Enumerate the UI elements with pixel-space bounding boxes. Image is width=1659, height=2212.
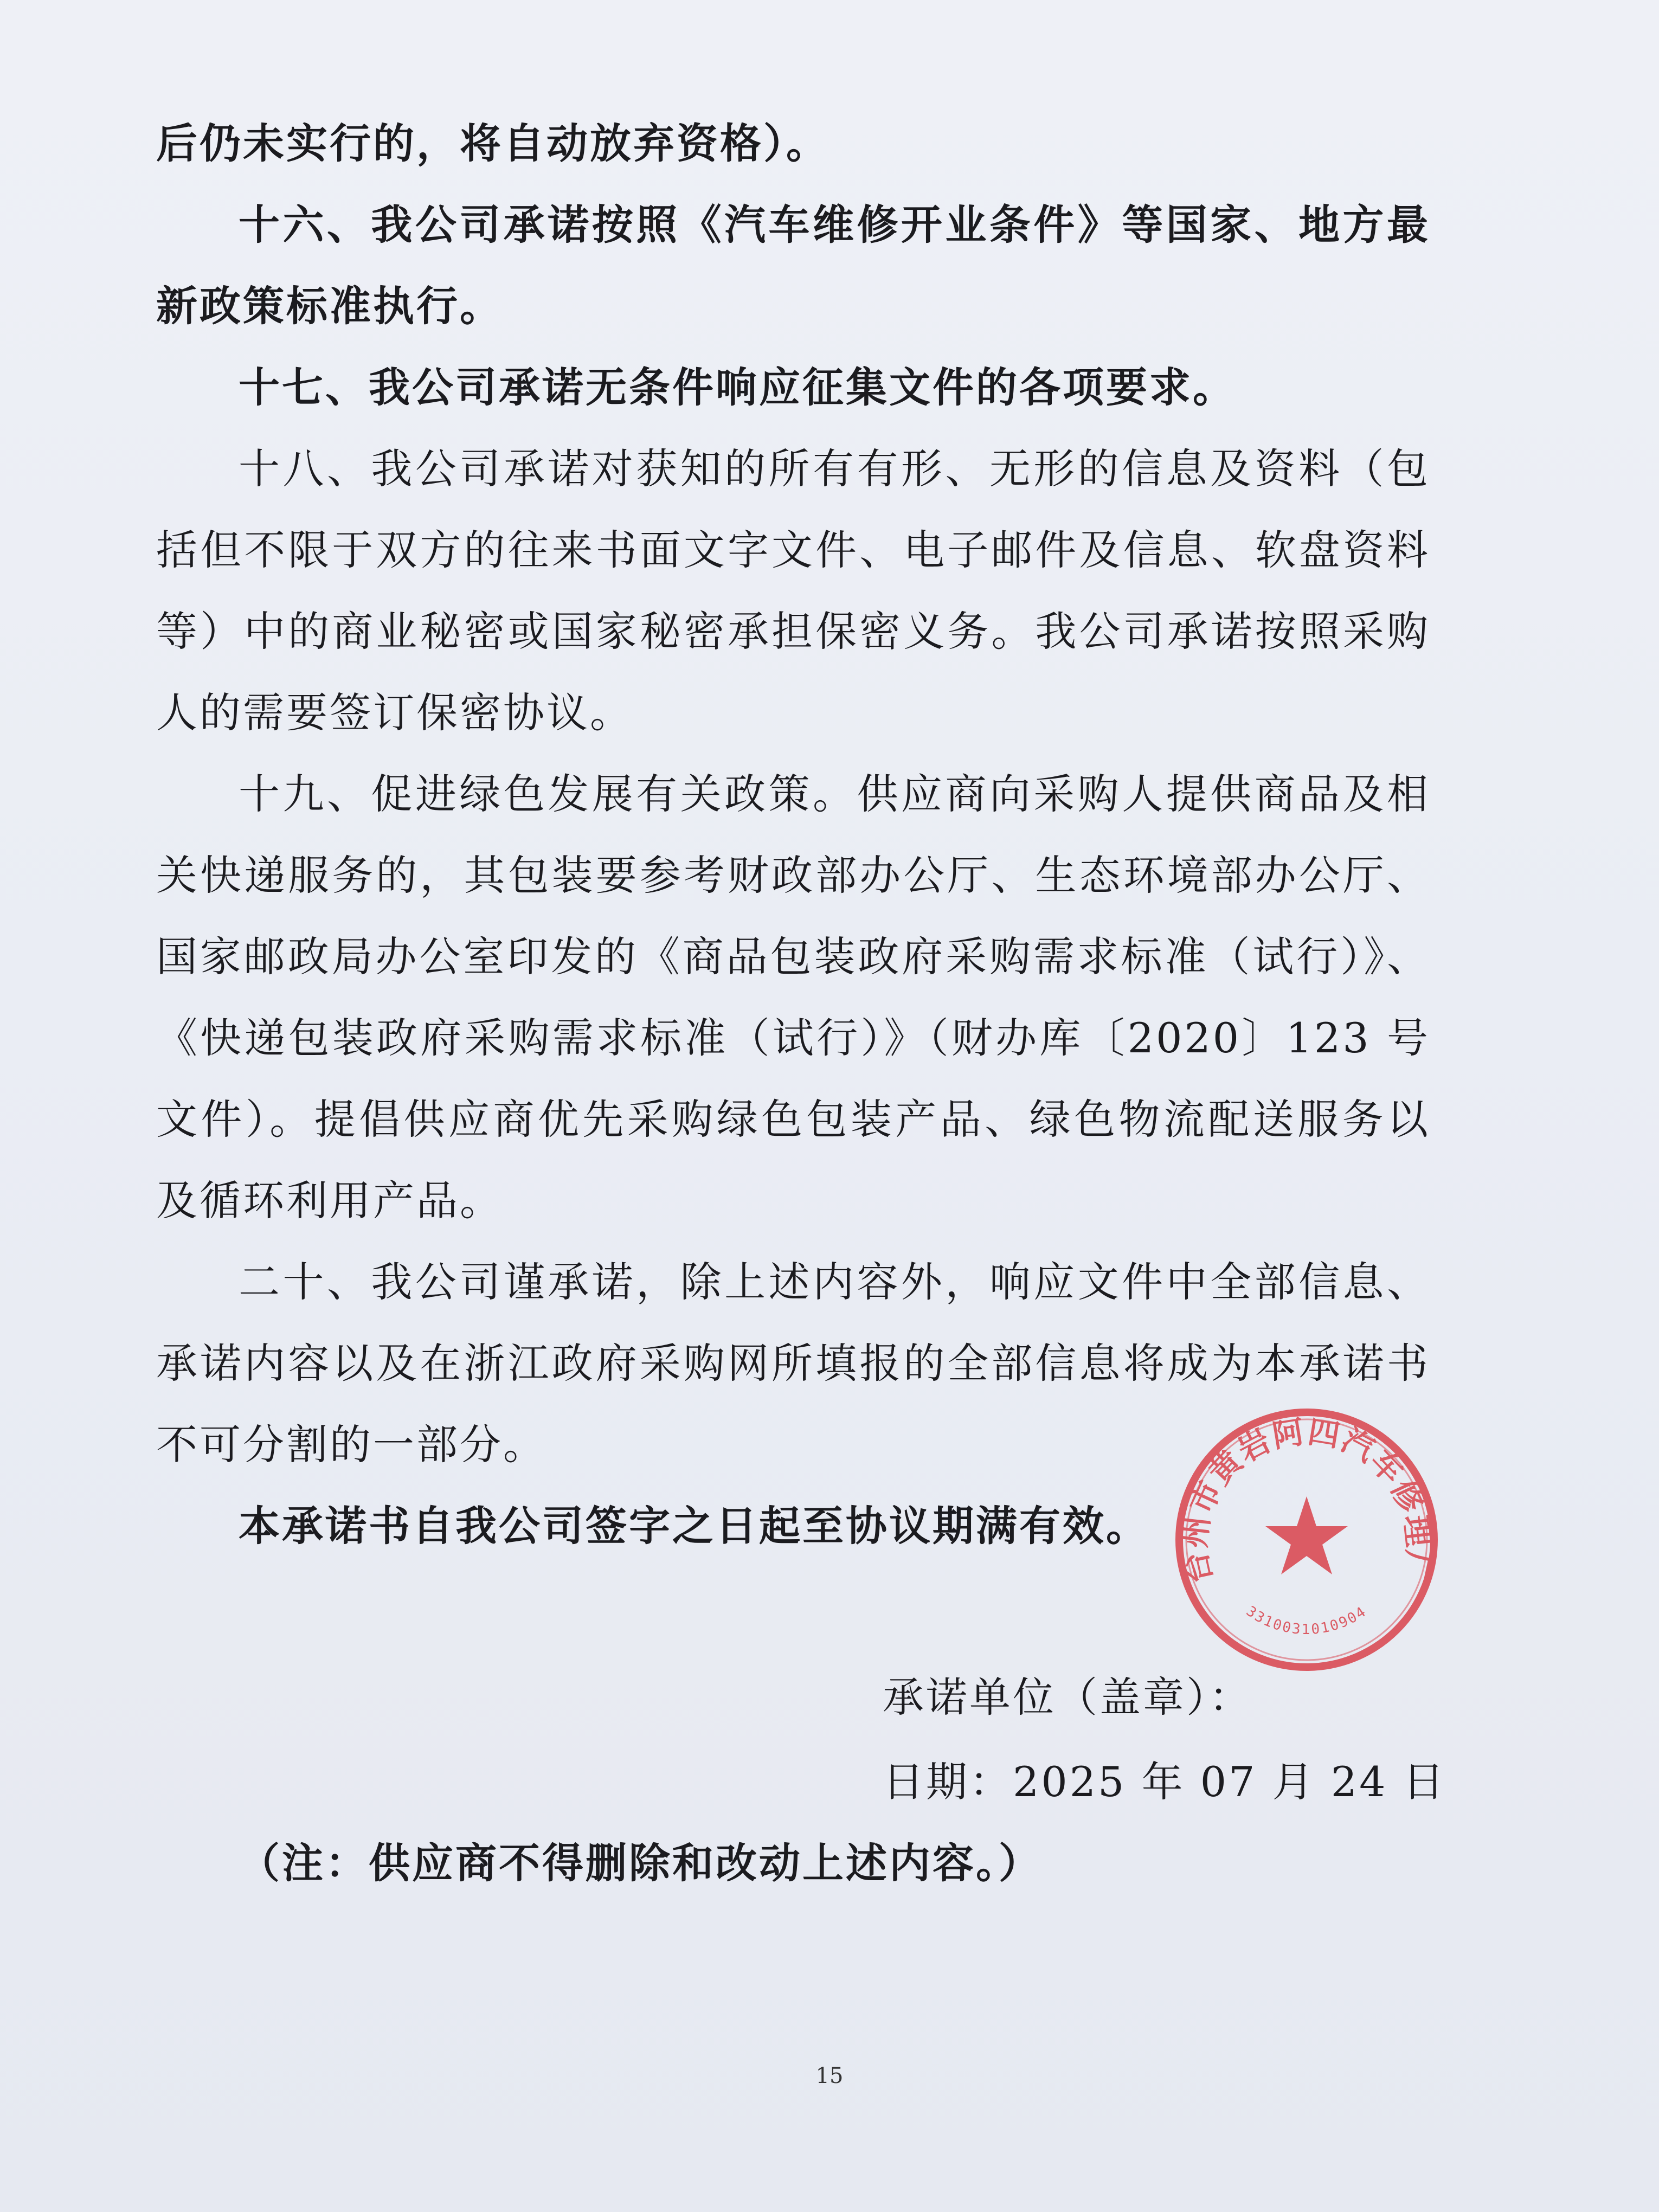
svg-text:3310031010904: 3310031010904 — [1243, 1603, 1370, 1638]
svg-text:台州市黄岩阿四汽车修理厂: 台州市黄岩阿四汽车修理厂 — [1176, 1413, 1437, 1587]
validity-statement: 本承诺书自我公司签字之日起至协议期满有效。 — [239, 1502, 1149, 1550]
supplier-note: （注：供应商不得删除和改动上述内容。） — [239, 1839, 1042, 1887]
paragraph-20: 二十、我公司谨承诺，除上述内容外，响应文件中全部信息、承诺内容以及在浙江政府采购网所填报的全部信息将成为本承诺书不可分割的一部分。 — [156, 1258, 1430, 1469]
signature-date: 日期：2025 年 07 月 24 日 — [883, 1758, 1446, 1806]
paragraph-16: 十六、我公司承诺按照《汽车维修开业条件》等国家、地方最新政策标准执行。 — [156, 201, 1430, 330]
page-number: 15 — [815, 2063, 844, 2088]
signature-unit-label: 承诺单位（盖章）： — [883, 1673, 1252, 1721]
paragraph-18: 十八、我公司承诺对获知的所有有形、无形的信息及资料（包括但不限于双方的往来书面文字文件、电子邮件及信息、软盘资料等）中的商业秘密或国家秘密承担保密义务。我公司承诺按照采购人的需要签订保密协议。 — [156, 445, 1430, 737]
paragraph-17: 十七、我公司承诺无条件响应征集文件的各项要求。 — [239, 363, 1236, 411]
paragraph-19: 十九、促进绿色发展有关政策。供应商向采购人提供商品及相关快递服务的，其包装要参考财政部办公厅、生态环境部办公厅、国家邮政局办公室印发的《商品包装政府采购需求标准（试行）》、《快递包装政府采购需求标准（试行）》（财办库〔2020〕123 号文件）。提倡供应商优先采购绿色包装产品、绿色物流配送服务以及循环利用产品。 — [156, 770, 1430, 1225]
body-text — [156, 103, 1430, 1567]
paragraph-continuation: 后仍未实行的，将自动放弃资格）。 — [156, 119, 829, 168]
company-seal-icon — [1171, 1404, 1442, 1675]
